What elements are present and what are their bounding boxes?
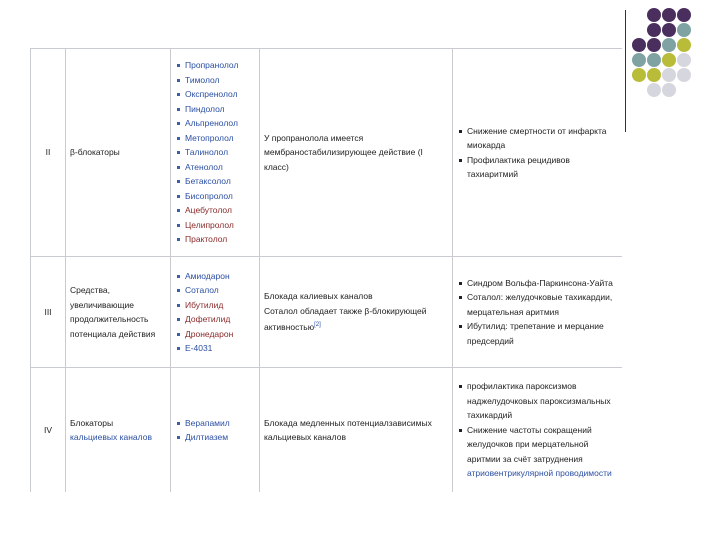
uses-list bbox=[457, 124, 619, 182]
drug-link[interactable]: E-4031 bbox=[185, 341, 255, 356]
drug-link[interactable]: Дофетилид bbox=[185, 312, 255, 327]
mechanism-cell bbox=[260, 49, 453, 257]
uses-cell bbox=[453, 49, 623, 257]
group-name: Средства, увеличивающие продолжительность потенциала действия bbox=[70, 285, 156, 339]
group-cell bbox=[66, 257, 171, 368]
drug-link[interactable]: Пиндолол bbox=[185, 102, 255, 117]
drug-link[interactable]: Амиодарон bbox=[185, 269, 255, 284]
decorative-dot bbox=[662, 68, 676, 82]
drug-link[interactable]: Метопролол bbox=[185, 131, 255, 146]
class-cell: III bbox=[31, 257, 66, 368]
drug-link[interactable]: Ибутилид bbox=[185, 298, 255, 313]
decorative-dot bbox=[662, 53, 676, 67]
decorative-dot bbox=[647, 68, 661, 82]
decorative-dot bbox=[677, 23, 691, 37]
uses-cell bbox=[453, 368, 623, 493]
drug-link[interactable]: Атенолол bbox=[185, 160, 255, 175]
decorative-dot bbox=[632, 53, 646, 67]
drug-link[interactable]: Практолол bbox=[185, 232, 255, 247]
decorative-dot bbox=[647, 8, 661, 22]
group-name: Блокаторы bbox=[70, 417, 114, 428]
mechanism-cell bbox=[260, 257, 453, 368]
use-item: Ибутилид: трепетание и мерцание предсердий bbox=[467, 319, 619, 348]
drug-link[interactable]: Талинолол bbox=[185, 145, 255, 160]
group-link[interactable]: кальциевых каналов bbox=[70, 432, 152, 442]
group-cell bbox=[66, 368, 171, 493]
uses-list bbox=[457, 379, 619, 481]
decorative-dot bbox=[677, 38, 691, 52]
decorative-dot bbox=[662, 23, 676, 37]
drug-list bbox=[175, 58, 255, 247]
drug-link[interactable]: Окспренолол bbox=[185, 87, 255, 102]
mechanism-extra-text: Соталол обладает также β-блокирующей активностью bbox=[264, 305, 427, 333]
uses-cell bbox=[453, 257, 623, 368]
use-item: Профилактика рецидивов тахиаритмий bbox=[467, 153, 619, 182]
antiarrhythmic-table-sheet bbox=[30, 48, 622, 492]
table-row bbox=[31, 368, 623, 493]
reference-link[interactable]: [2] bbox=[314, 322, 321, 329]
use-item: Снижение смертности от инфаркта миокарда bbox=[467, 124, 619, 153]
decorative-dot bbox=[647, 38, 661, 52]
mechanism-extra bbox=[264, 304, 448, 335]
drugs-cell bbox=[171, 368, 260, 493]
antiarrhythmic-table bbox=[30, 48, 622, 492]
decorative-dot bbox=[662, 38, 676, 52]
decorative-dot bbox=[647, 83, 661, 97]
mechanism-text: У пропранолола имеется мембраностабилизирующее действие (I класс) bbox=[264, 132, 423, 172]
table-row bbox=[31, 49, 623, 257]
group-name: β-блокаторы bbox=[70, 147, 120, 158]
drugs-cell bbox=[171, 257, 260, 368]
drug-link[interactable]: Верапамил bbox=[185, 416, 255, 431]
drug-link[interactable]: Бетаксолол bbox=[185, 174, 255, 189]
drug-link[interactable]: Альпренолол bbox=[185, 116, 255, 131]
drug-link[interactable]: Целипролол bbox=[185, 218, 255, 233]
use-item: Синдром Вольфа-Паркинсона-Уайта bbox=[467, 276, 619, 291]
decorative-dot bbox=[632, 68, 646, 82]
drug-link[interactable]: Пропранолол bbox=[185, 58, 255, 73]
class-cell: IV bbox=[31, 368, 66, 493]
group-cell bbox=[66, 49, 171, 257]
decorative-dot bbox=[662, 83, 676, 97]
decorative-dot bbox=[677, 8, 691, 22]
drug-link[interactable]: Дилтиазем bbox=[185, 430, 255, 445]
drug-list bbox=[175, 269, 255, 356]
mechanism-cell bbox=[260, 368, 453, 493]
mechanism-text: Блокада калиевых каналов bbox=[264, 291, 373, 302]
use-item: профилактика пароксизмов наджелудочковых пароксизмальных тахикардий bbox=[467, 379, 619, 423]
use-item bbox=[467, 423, 619, 481]
decorative-dot bbox=[677, 53, 691, 67]
decorative-divider-line bbox=[625, 10, 626, 132]
use-item-text: Снижение частоты сокращений желудочков при мерцательной аритмии за счёт затруднения bbox=[467, 424, 592, 464]
decorative-dot bbox=[647, 53, 661, 67]
drug-list bbox=[175, 416, 255, 445]
decorative-dot-grid bbox=[632, 8, 720, 118]
drug-link[interactable]: Ацебутолол bbox=[185, 203, 255, 218]
drug-link[interactable]: Соталол bbox=[185, 283, 255, 298]
drug-link[interactable]: Дронедарон bbox=[185, 327, 255, 342]
class-cell: II bbox=[31, 49, 66, 257]
decorative-dot bbox=[647, 23, 661, 37]
table-row bbox=[31, 257, 623, 368]
use-item-link[interactable]: атриовентрикулярной проводимости bbox=[467, 468, 612, 479]
mechanism-text: Блокада медленных потенциалзависимых кальциевых каналов bbox=[264, 417, 432, 442]
drugs-cell bbox=[171, 49, 260, 257]
decorative-dot bbox=[662, 8, 676, 22]
use-item: Соталол: желудочковые тахикардии, мерцательная аритмия bbox=[467, 290, 619, 319]
uses-list bbox=[457, 276, 619, 349]
drug-link[interactable]: Тимолол bbox=[185, 73, 255, 88]
decorative-dot bbox=[677, 68, 691, 82]
decorative-dot bbox=[632, 38, 646, 52]
drug-link[interactable]: Бисопролол bbox=[185, 189, 255, 204]
